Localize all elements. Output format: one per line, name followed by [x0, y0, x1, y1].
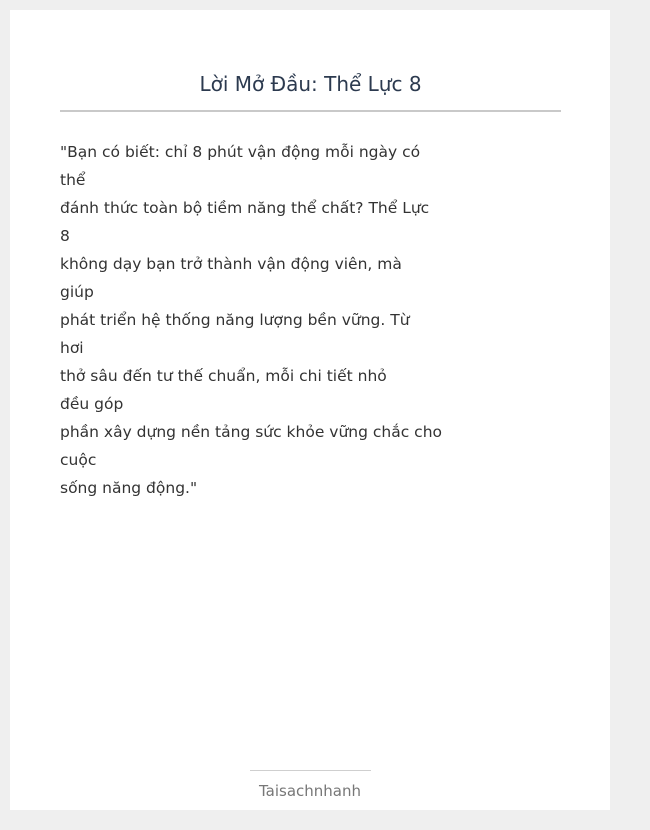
- paragraph-line: phần xây dựng nền tảng sức khỏe vững chắc cho: [60, 423, 443, 441]
- paragraph-line: sống năng động.": [60, 479, 198, 497]
- paragraph-line: "Bạn có biết: chỉ 8 phút vận động mỗi ngày có: [60, 143, 421, 161]
- paragraph-line: hơi: [60, 339, 84, 357]
- paragraph-line: cuộc: [60, 451, 97, 469]
- footer-brand: Taisachnhanh: [258, 782, 362, 800]
- paragraph-line: giúp: [60, 283, 94, 301]
- paragraph-line: thể: [60, 171, 86, 189]
- paragraph-line: không dạy bạn trở thành vận động viên, mà: [60, 255, 402, 273]
- paragraph-line: đánh thức toàn bộ tiềm năng thể chất? Thể Lực: [60, 199, 430, 217]
- paragraph-line: phát triển hệ thống năng lượng bền vững. Từ: [60, 311, 410, 329]
- document-page: [10, 10, 610, 810]
- page-title: Lời Mở Đầu: Thể Lực 8: [199, 72, 422, 96]
- title-divider: [60, 110, 561, 112]
- paragraph-line: đều góp: [60, 395, 124, 413]
- paragraph-line: thở sâu đến tư thế chuẩn, mỗi chi tiết nhỏ: [60, 367, 387, 385]
- paragraph-line: 8: [60, 227, 70, 245]
- footer-divider: [250, 770, 371, 771]
- intro-paragraph: [60, 138, 443, 502]
